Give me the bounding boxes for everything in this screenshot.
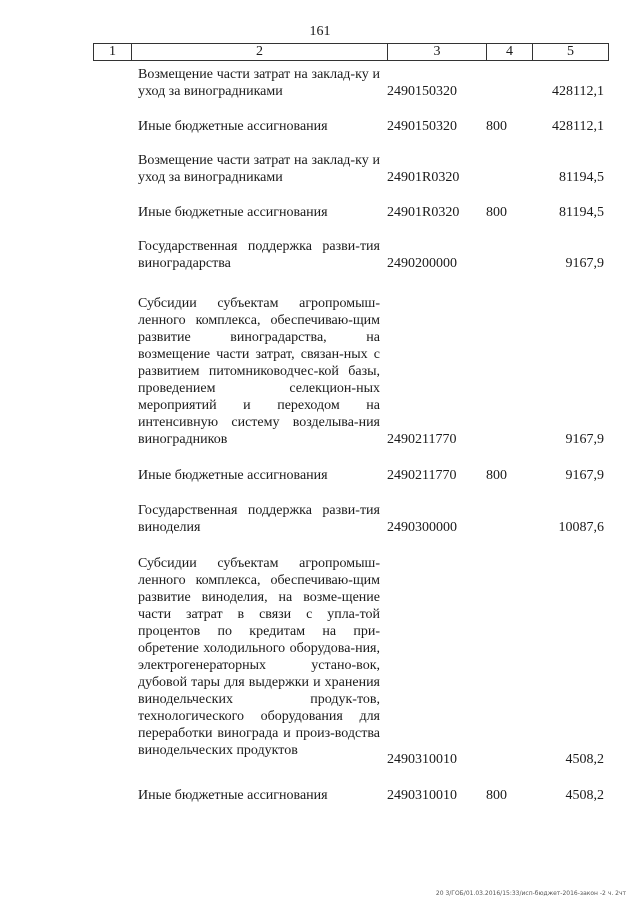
row-description: Субсидии субъектам агропромыш-ленного комплекса, обеспечиваю-щим развитие виноделия, на возме-щение части затрат в связи с упла-той процентов по кредитам на при-обретение холодильного оборудова-ния, электрогенераторных устано-вок, дубовой тары для выдержки и хранения винодельческих продук-тов, технологического оборудования для переработки винограда и произ-водства винодельческих продуктов [138, 556, 380, 758]
header-col-4: 4 [487, 44, 533, 60]
header-col-3: 3 [388, 44, 487, 60]
row-amount: 9167,9 [565, 432, 604, 447]
row-code: 2490300000 [387, 520, 457, 535]
row-amount: 428112,1 [552, 84, 604, 99]
header-col-1: 1 [94, 44, 132, 60]
row-expense-type: 800 [486, 468, 507, 483]
row-description: Иные бюджетные ассигнования [138, 468, 328, 483]
row-description: Государственная поддержка разви-тия виноделия [138, 503, 380, 535]
row-amount: 9167,9 [565, 256, 604, 271]
row-description: Возмещение части затрат на заклад-ку и уход за виноградниками [138, 67, 380, 99]
row-description: Субсидии субъектам агропромыш-ленного комплекса, обеспечиваю-щим развитие виноградарства, на возмещение части затрат, связан-ных с развитием питомниководчес-кой базы, проведением селекцион-ных мероприятий и переходом на интенсивную систему возделыва-ния виноградников [138, 296, 380, 447]
row-amount: 10087,6 [558, 520, 604, 535]
row-code: 2490211770 [387, 432, 457, 447]
row-code: 2490200000 [387, 256, 457, 271]
row-code: 24901R0320 [387, 170, 460, 185]
header-col-2: 2 [132, 44, 388, 60]
row-code: 2490150320 [387, 119, 457, 134]
row-description: Иные бюджетные ассигнования [138, 788, 328, 803]
row-code: 2490310010 [387, 752, 457, 767]
row-code: 24901R0320 [387, 205, 460, 220]
table-header [93, 43, 609, 61]
row-amount: 81194,5 [559, 205, 604, 220]
row-description: Иные бюджетные ассигнования [138, 119, 328, 134]
row-description: Иные бюджетные ассигнования [138, 205, 328, 220]
row-code: 2490150320 [387, 84, 457, 99]
row-code: 2490310010 [387, 788, 457, 803]
row-amount: 428112,1 [552, 119, 604, 134]
page-number: 161 [309, 24, 331, 39]
row-description: Возмещение части затрат на заклад-ку и уход за виноградниками [138, 153, 380, 185]
row-amount: 4508,2 [565, 788, 604, 803]
row-description: Государственная поддержка разви-тия виноградарства [138, 239, 380, 271]
row-amount: 4508,2 [565, 752, 604, 767]
row-expense-type: 800 [486, 119, 507, 134]
footer-stamp: 20 3/ГОБ/01.03.2016/15:33/исп-бюджет-2016-закон -2 ч. 2чт [435, 890, 626, 897]
row-amount: 81194,5 [559, 170, 604, 185]
row-expense-type: 800 [486, 788, 507, 803]
row-amount: 9167,9 [565, 468, 604, 483]
row-code: 2490211770 [387, 468, 457, 483]
row-expense-type: 800 [486, 205, 507, 220]
header-col-5: 5 [567, 44, 574, 59]
